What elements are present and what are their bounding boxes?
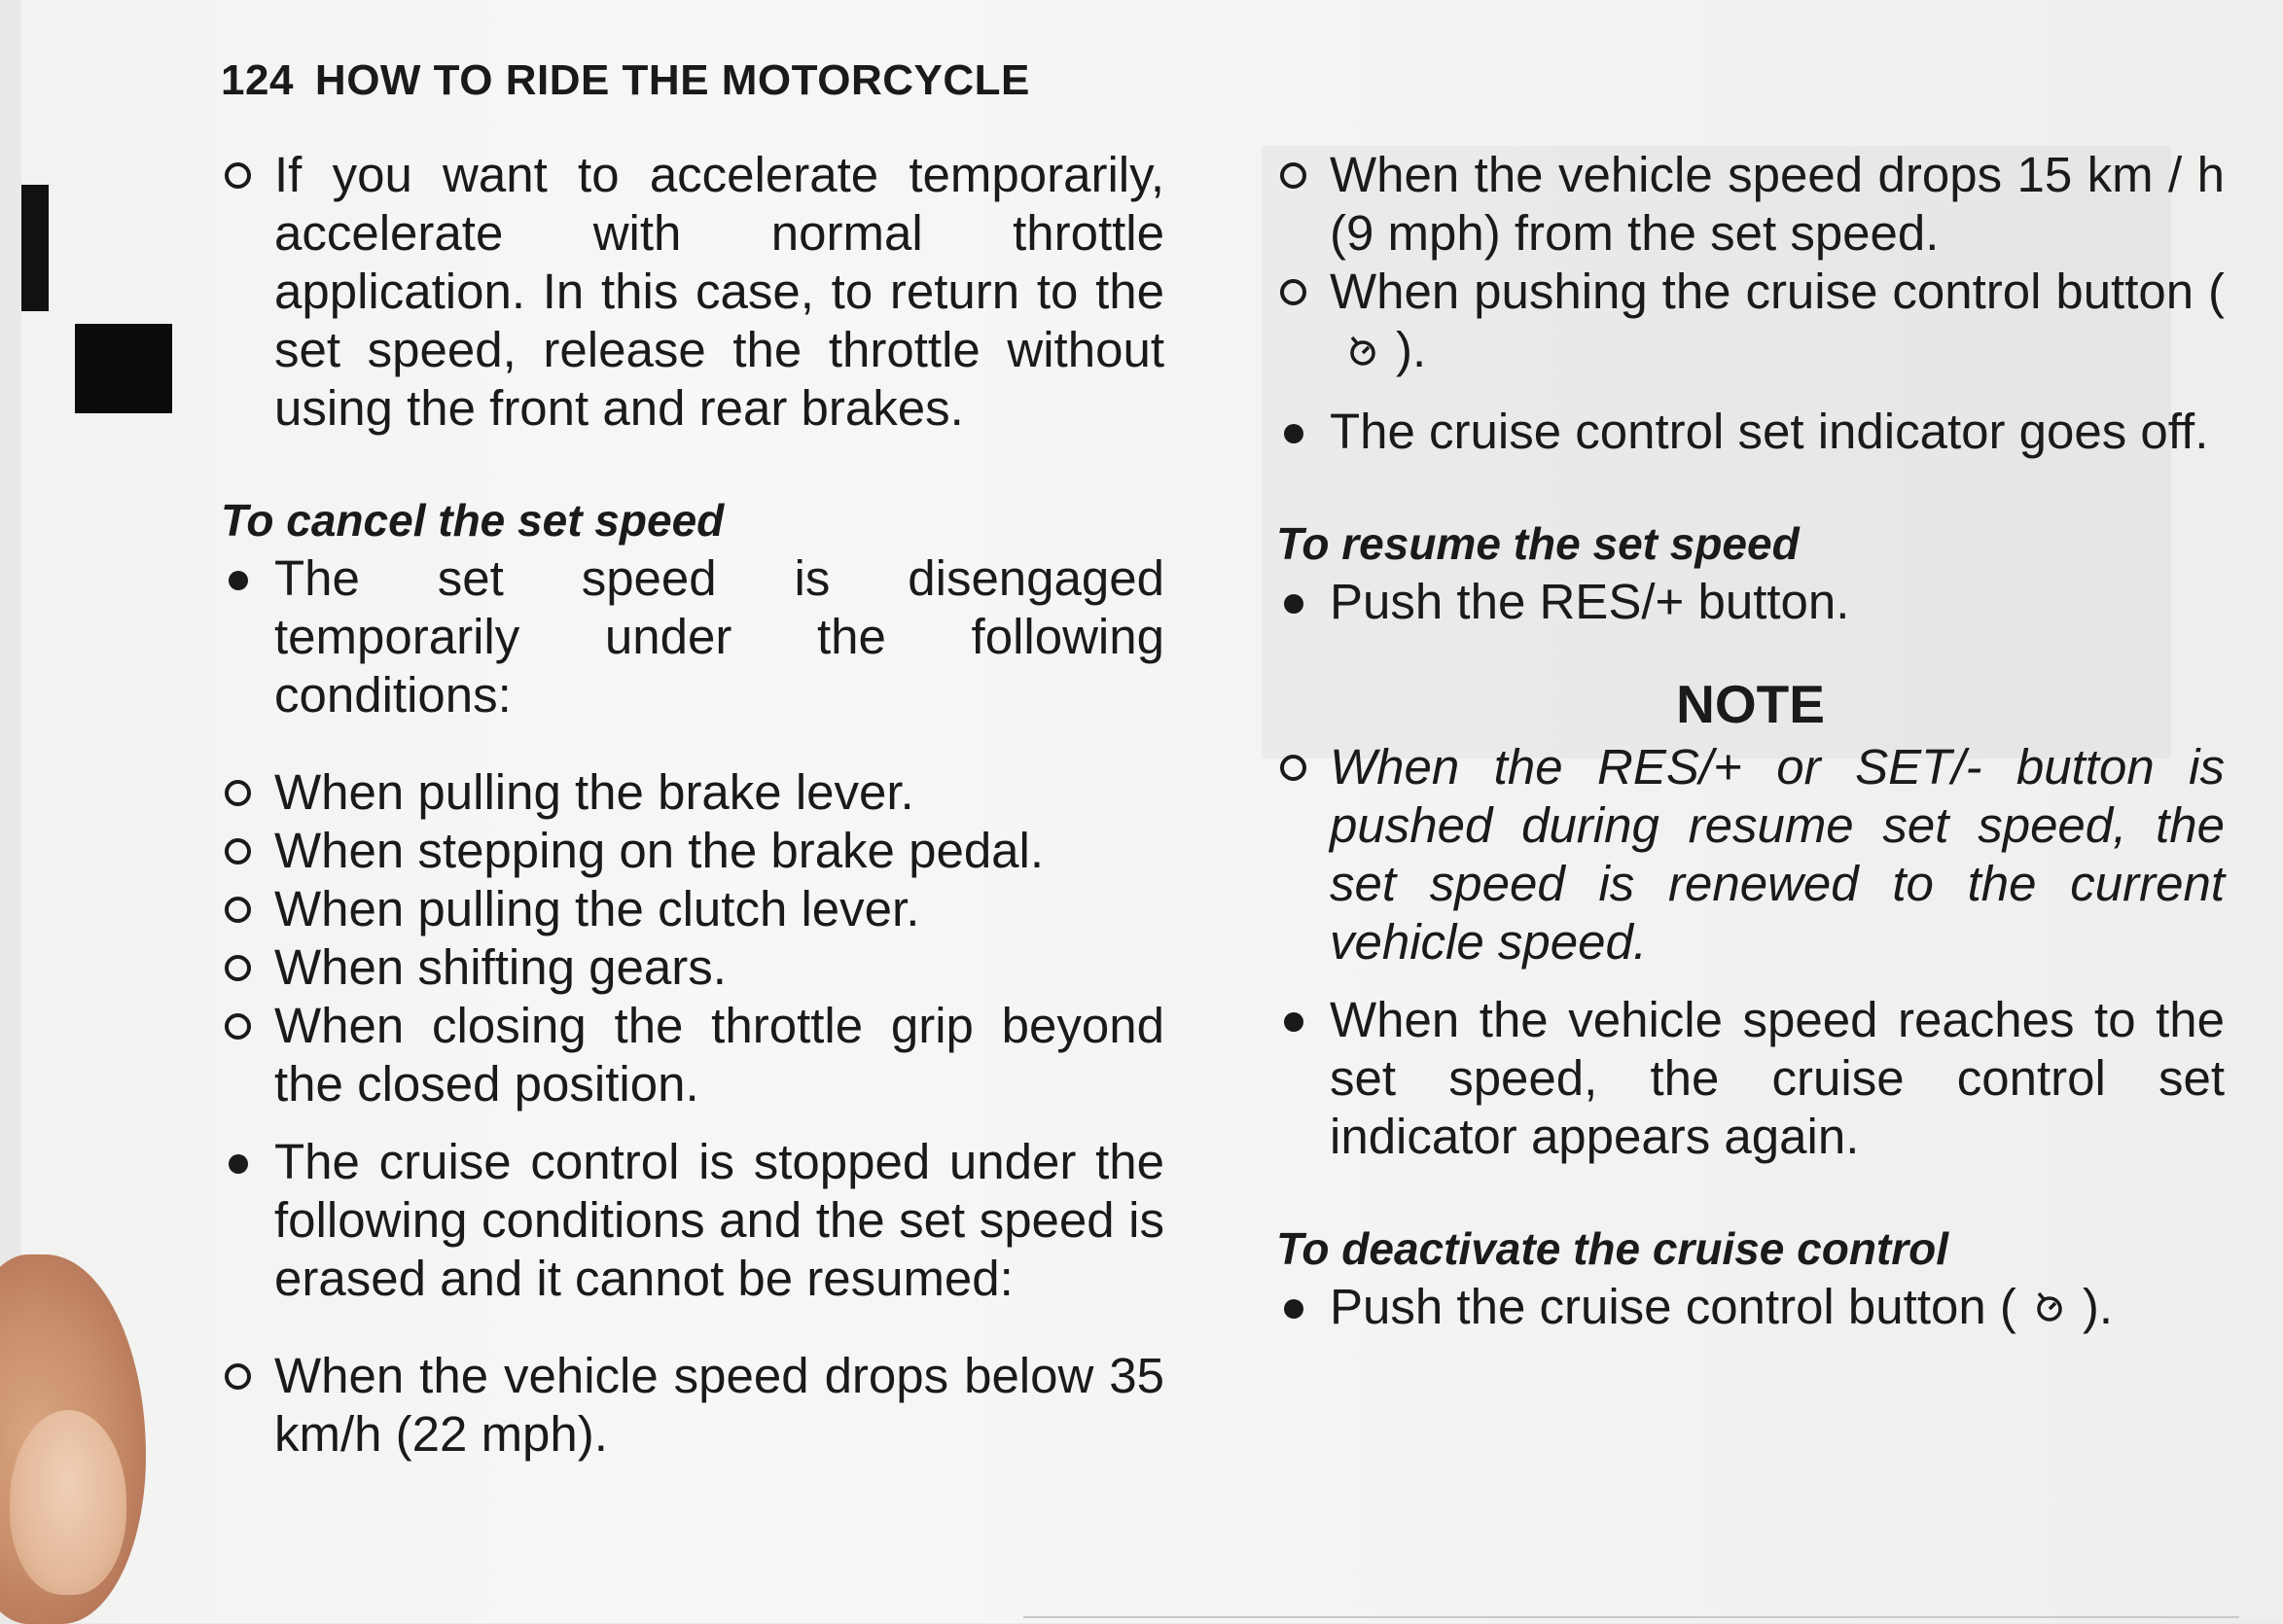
bullet-item: The cruise control set indicator goes off. (1276, 403, 2225, 461)
circle-bullet-icon (225, 162, 251, 189)
circle-item: When the vehicle speed drops below 35 km/h (22 mph). (221, 1347, 1164, 1464)
circle-item: When stepping on the brake pedal. (221, 822, 1164, 880)
page-edge-tab (21, 185, 49, 311)
circle-item: When pulling the brake lever. (221, 763, 1164, 822)
circle-item: When the vehicle speed drops 15 km / h (9 mph) from the set speed. (1276, 146, 2225, 263)
circle-item: When closing the throttle grip beyond the closed position. (221, 997, 1164, 1113)
left-column (221, 146, 1164, 1464)
dot-bullet-icon (1284, 1012, 1303, 1032)
cruise-control-icon (1343, 325, 1382, 383)
circle-item: When shifting gears. (221, 938, 1164, 997)
bullet-item: The cruise control is stopped under the following conditions and the set speed is erased and it cannot be resumed: (221, 1133, 1164, 1308)
circle-bullet-icon (1280, 279, 1306, 305)
thumbnail (10, 1410, 126, 1595)
circle-item: When pulling the clutch lever. (221, 880, 1164, 938)
dot-bullet-icon (229, 1154, 248, 1174)
circle-item: When pushing the cruise control button (). (1276, 263, 2225, 383)
bullet-item: When the vehicle speed reaches to the set speed, the cruise control set indicator appears again. (1276, 991, 2225, 1166)
dot-bullet-icon (1284, 424, 1303, 443)
circle-bullet-icon (225, 1363, 251, 1390)
circle-bullet-icon (1280, 755, 1306, 781)
circle-bullet-icon (225, 955, 251, 981)
page-header (221, 56, 1030, 105)
circle-bullet-icon (225, 1013, 251, 1040)
chapter-title: HOW TO RIDE THE MOTORCYCLE (314, 56, 1030, 104)
bullet-item: Push the cruise control button ( ). (1276, 1278, 2225, 1340)
bullet-item: Push the RES/+ button. (1276, 573, 2225, 631)
dot-bullet-icon (1284, 1299, 1303, 1319)
thumb-index-tab (75, 324, 172, 413)
circle-bullet-icon (1280, 162, 1306, 189)
section-heading-resume: To resume the set speed (1276, 517, 1800, 569)
circle-item: If you want to accelerate temporarily, accelerate with normal throttle application. In this case, to return to the set speed, release the throttle without using the front and rear brakes. (221, 146, 1164, 438)
circle-item: When the RES/+ or SET/- button is pushed during resume set speed, the set speed is renewed to the current vehicle speed. (1276, 738, 2225, 971)
dot-bullet-icon (229, 571, 248, 590)
right-column (1276, 146, 2225, 1339)
circle-bullet-icon (225, 780, 251, 806)
page-edge-line (1023, 1616, 2239, 1618)
section-heading-cancel: To cancel the set speed (221, 495, 725, 546)
cruise-control-icon (2030, 1281, 2069, 1339)
circle-bullet-icon (225, 897, 251, 923)
page-number: 124 (221, 56, 294, 104)
bullet-item: The set speed is disengaged temporarily under the following conditions: (221, 549, 1164, 724)
dot-bullet-icon (1284, 594, 1303, 614)
section-heading-deactivate: To deactivate the cruise control (1276, 1222, 1949, 1274)
manual-page (21, 0, 2283, 1623)
circle-bullet-icon (225, 838, 251, 865)
note-title: NOTE (1676, 673, 1825, 734)
